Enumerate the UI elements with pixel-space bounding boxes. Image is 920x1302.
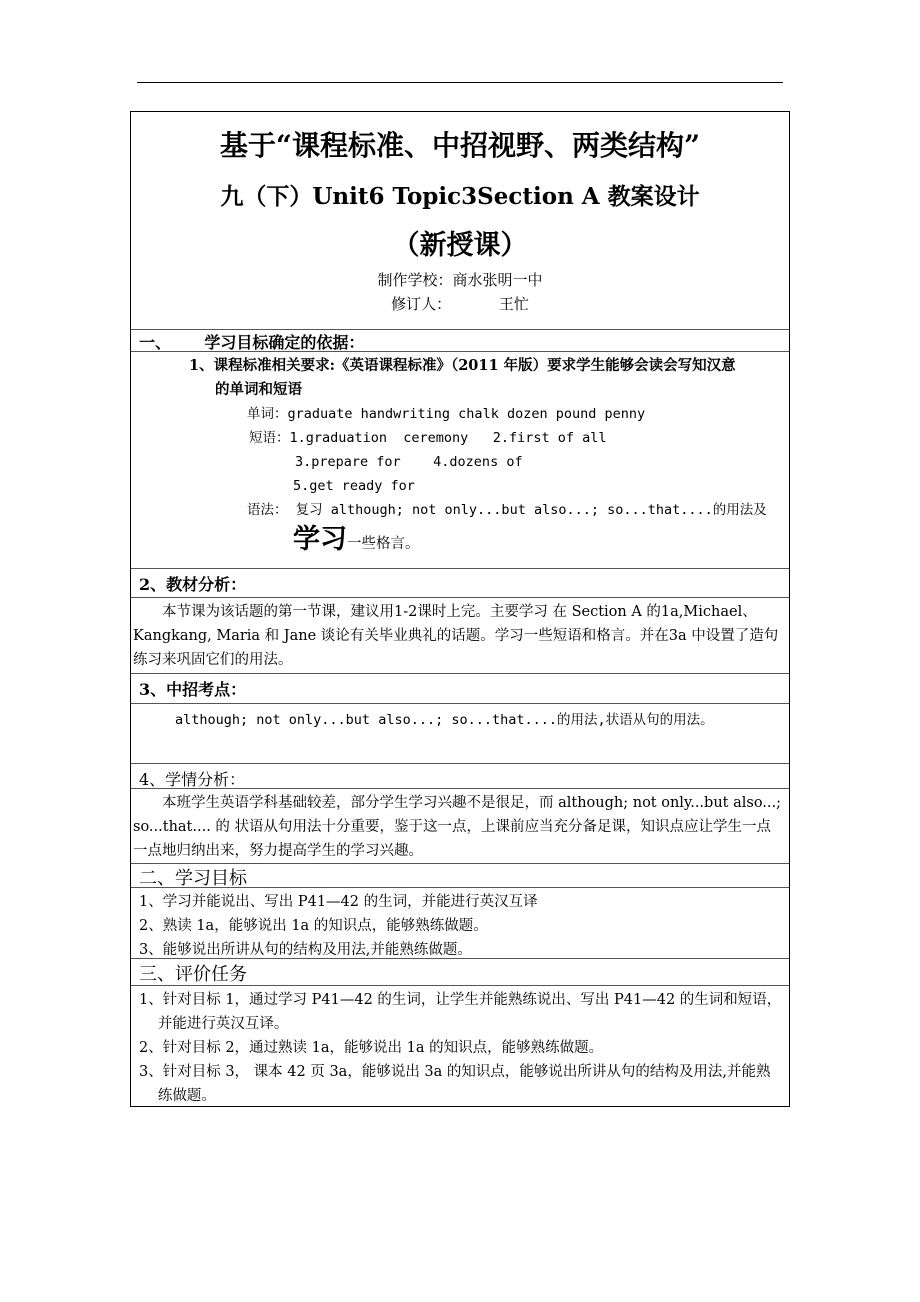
words: 单词：graduate handwriting chalk dozen pound penny [247, 406, 646, 422]
section4-header: 4、学情分析： [131, 764, 789, 789]
title-line2: 九（下）Unit6 Topic3Section A 教案设计 [220, 183, 700, 210]
task-item: 1、针对目标 1，通过学习 P41—42 的生词，让学生并能熟练说出、写出 P41—42 的生词和短语，并能进行英汉互译。 [139, 992, 782, 1032]
phrases2: 3.prepare for 4.dozens of [295, 454, 523, 470]
school: 制作学校：商水张明一中 [377, 271, 543, 289]
grammar-end: 一些格言。 [347, 536, 420, 552]
title-line1: 基于“课程标准、中招视野、两类结构” [219, 129, 701, 162]
phrases1: 短语：1.graduation ceremony 2.first of all [249, 430, 607, 446]
grammar: 语法： 复习 although; not only...but also...; so...that....的用法及 [247, 502, 767, 518]
header-rule [137, 82, 783, 83]
goals-body [131, 888, 789, 959]
goal-item: 2、熟读 1a，能够说出 1a 的知识点，能够熟练做题。 [139, 918, 488, 934]
goal-item: 3、能够说出所讲从句的结构及用法,并能熟练做题。 [139, 942, 472, 958]
goal-item: 1、学习并能说出、写出 P41—42 的生词，并能进行英汉互译 [139, 894, 538, 910]
tasks-header: 三、评价任务 [131, 959, 789, 986]
req2: 的单词和短语 [215, 381, 302, 398]
section2-header: 2、教材分析： [131, 569, 789, 598]
title-line3: （新授课） [392, 230, 528, 261]
phrases3: 5.get ready for [293, 478, 415, 494]
goals-header: 二、学习目标 [131, 864, 789, 888]
grammar-big: 学习 [293, 524, 347, 555]
tasks-body [131, 986, 789, 1106]
section4-body: 本班学生英语学科基础较差，部分学生学习兴趣不是很足，而 although; not only...but also...; so...that.... 的 状语从句用法十分重要，鉴于这一点，上课前应当充分备足课，知识点应让学生一点一点地归纳出来，努力提高学生的学习兴趣。 [131, 789, 789, 864]
section3-body: although; not only...but also...; so...that....的用法,状语从句的用法。 [131, 704, 789, 764]
req: 1、课程标准相关要求:《英语课程标准》（2011 年版）要求学生能够会读会写知汉意 [189, 357, 736, 374]
section2-body: 本节课为该话题的第一节课，建议用1-2课时上完。主要学习 在 Section A 的1a,Michael、Kangkang, Maria 和 Jane 谈论有关毕业典礼的话题。学习一些短语和格言。并在3a 中设置了造句练习来巩固它们的用法。 [131, 598, 789, 674]
lesson-plan-table [130, 111, 790, 1107]
section1-body [131, 352, 789, 569]
section3-header: 3、中招考点： [131, 674, 789, 704]
task-item: 3、针对目标 3， 课本 42 页 3a，能够说出 3a 的知识点，能够说出所讲从句的结构及用法,并能熟练做题。 [139, 1064, 771, 1104]
task-item: 2、针对目标 2，通过熟读 1a，能够说出 1a 的知识点，能够熟练做题。 [139, 1040, 604, 1056]
title-cell [131, 112, 789, 330]
reviser: 修订人： 王忙 [391, 295, 529, 313]
section1-header: 一、 学习目标确定的依据： [131, 330, 789, 352]
